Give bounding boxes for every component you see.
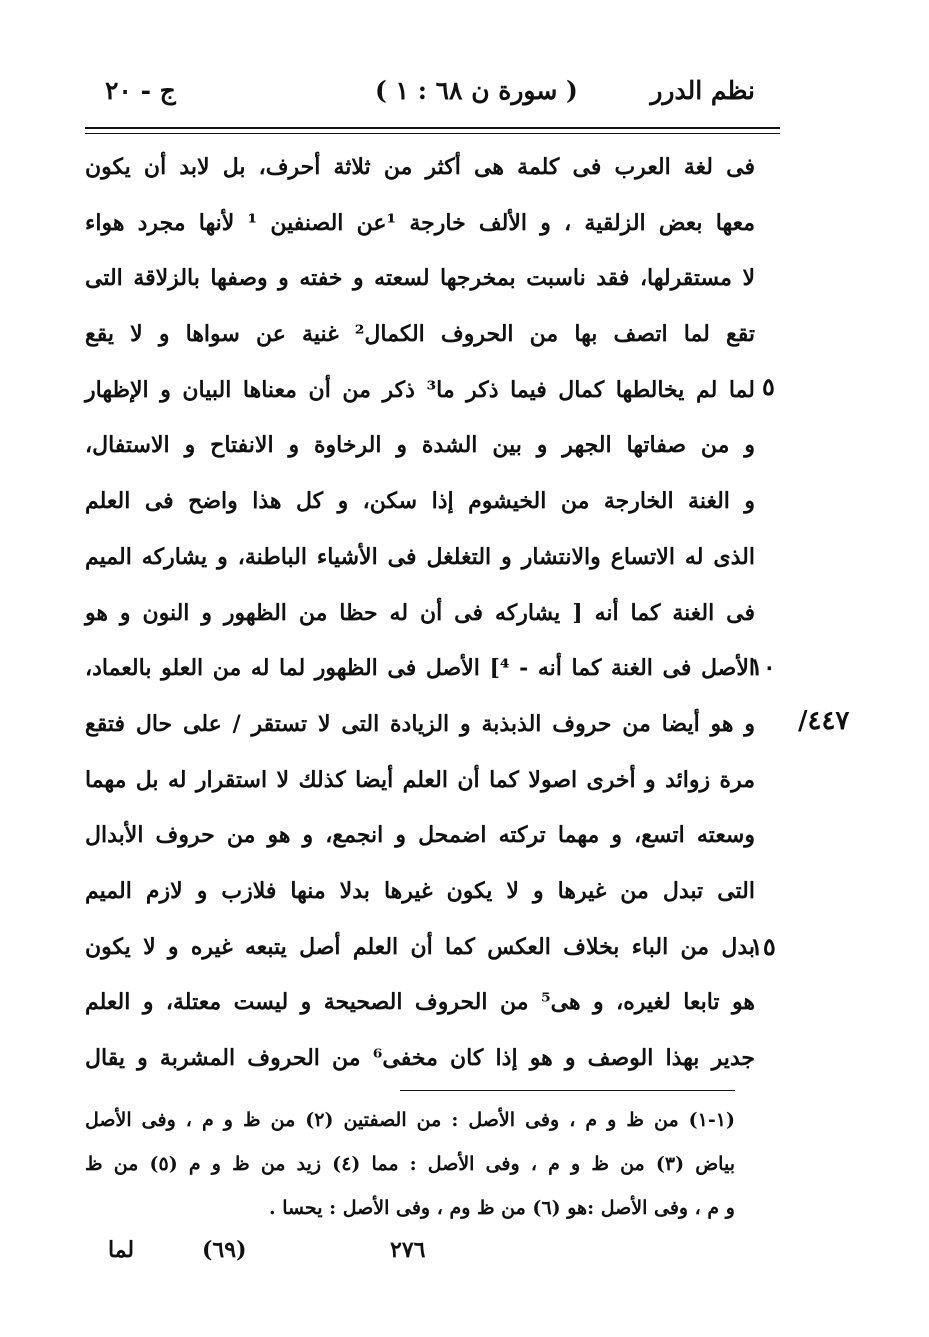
text-line: بدل من الباء بخلاف العكس كما أن العلم أصل يتبعه غيره و لا يكون xyxy=(85,933,755,960)
text-line: و الغنة الخارجة من الخيشوم إذا سكن، و كل هذا واضح فى العلم xyxy=(85,488,755,515)
text-line: الأصل فى الغنة كما أنه - ⁴] الأصل فى الظهور لما له من العلو بالعماد، xyxy=(85,655,755,682)
line-number-10: ١٠ xyxy=(750,652,776,681)
footnote-line: بياض (٣) من ظ و م ، وفى الأصل : مما (٤) زيد من ظ و م (٥) من ظ xyxy=(85,1153,735,1175)
text-line: لما لم يخالطها كمال فيما ذكر ما³ ذكر من أن معناها البيان و الإظهار xyxy=(85,376,755,403)
footnote-line: و م ، وفى الأصل :هو (٦) من ظ وم ، وفى الأصل : يحسا . xyxy=(268,1197,735,1219)
line-number-15: ١٥ xyxy=(750,932,776,961)
text-line: معها بعض الزلقية ، و الألف خارجة ¹عن الصنفين ¹ لأنها مجرد هواء xyxy=(85,209,755,236)
part-number: ج - ٢٠ xyxy=(105,76,176,105)
text-line: لا مستقرلها، فقد ناسبت بمخرجها لسعته و خفته و وصفها بالزلاقة التى xyxy=(85,265,755,292)
header-rule-thin xyxy=(85,133,780,134)
footnote-line: (١-١) من ظ و م ، وفى الأصل : من الصفتين (٢) من ظ و م ، وفى الأصل xyxy=(85,1109,735,1131)
footnotes xyxy=(85,1098,735,1230)
text-line: جدير بهذا الوصف و هو إذا كان مخفى⁶ من الحروف المشربة و يقال xyxy=(85,1045,755,1071)
text-line: وسعته اتسع، و مهما تركته اضمحل و انجمع، و هو من حروف الأبدال xyxy=(85,822,755,849)
book-title: نظم الدرر xyxy=(650,76,755,105)
text-line: مرة زوائد و أخرى اصولا كما أن العلم أيضا كذلك لا استقرار له بل مهما xyxy=(85,766,755,793)
text-line: هو تابعا لغيره، و هى⁵ من الحروف الصحيحة و ليست معتلة، و العلم xyxy=(85,989,755,1016)
surah-reference: ( سورة ن ٦٨ : ١ ) xyxy=(375,76,578,105)
text-line: الذى له الاتساع والانتشار و التغلغل فى الأشياء الباطنة، و يشاركه الميم xyxy=(85,543,755,570)
line-number-5: ٥ xyxy=(762,372,775,401)
manuscript-page: (٦٩) xyxy=(202,1237,247,1263)
text-line: التى تبدل من غيرها و لا يكون غيرها بدلا منها فلازب و لازم الميم xyxy=(85,877,755,904)
header-rule xyxy=(85,127,780,129)
main-text xyxy=(85,140,755,1087)
text-line: تقع لما اتصف بها من الحروف الكمال² غنية عن سواها و لا يقع xyxy=(85,321,755,348)
margin-page-note: /٤٤٧ xyxy=(798,706,850,736)
running-header xyxy=(85,70,755,114)
catchword: لما xyxy=(108,1237,135,1263)
text-line: فى الغنة كما أنه [ يشاركه فى أن له حظا من الظهور و النون و هو xyxy=(85,599,755,626)
footnote-rule xyxy=(400,1090,735,1091)
text-line: و هو أيضا من حروف الذبذبة و الزيادة التى لا تستقر / على حال فتقع xyxy=(85,710,755,737)
page-number: ٢٧٦ xyxy=(390,1237,426,1263)
text-line: فى لغة العرب فى كلمة هى أكثر من ثلاثة أحرف، بل لابد أن يكون xyxy=(85,154,755,180)
text-line: و من صفاتها الجهر و بين الشدة و الرخاوة و الانفتاح و الاستفال، xyxy=(85,432,755,459)
